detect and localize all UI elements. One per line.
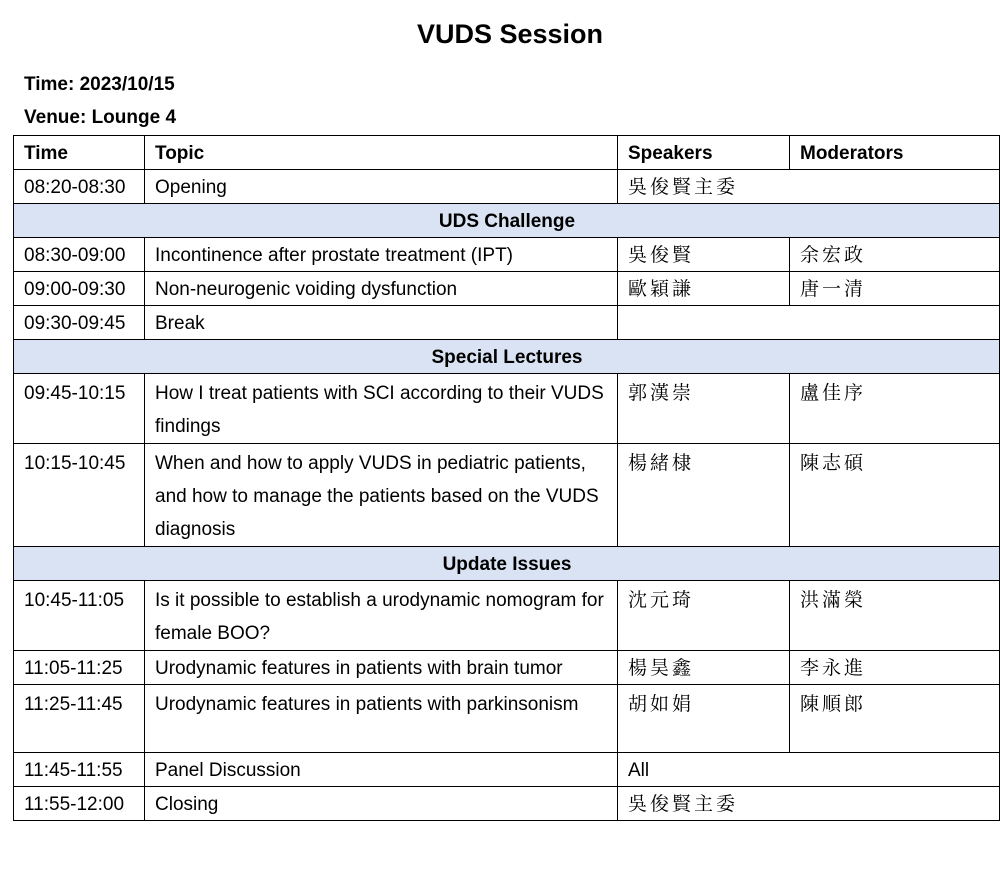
section-row-uds-challenge [14,204,1000,238]
row-moderator: 盧佳序 [790,374,1000,444]
row-topic: Closing [145,787,618,821]
session-date: Time: 2023/10/15 [24,74,175,95]
row-speaker-empty [618,306,1000,340]
row-topic: Urodynamic features in patients with parkinsonism [145,685,618,753]
row-topic: Is it possible to establish a urodynamic nomogram for female BOO? [145,581,618,651]
row-speaker: 郭漢崇 [618,374,790,444]
row-topic: When and how to apply VUDS in pediatric patients, and how to manage the patients based on the VUDS diagnosis [145,444,618,547]
table-row-opening [14,170,1000,204]
row-time: 11:55-12:00 [14,787,145,821]
table-row-panel [14,753,1000,787]
row-speaker: 楊昊鑫 [618,651,790,685]
table-row-closing [14,787,1000,821]
row-time: 11:25-11:45 [14,685,145,753]
row-moderator: 李永進 [790,651,1000,685]
row-time: 09:45-10:15 [14,374,145,444]
row-speaker: 沈元琦 [618,581,790,651]
row-topic: Non-neurogenic voiding dysfunction [145,272,618,306]
table-row [14,238,1000,272]
row-topic: How I treat patients with SCI according to their VUDS findings [145,374,618,444]
page-title: VUDS Session [416,19,604,49]
session-venue: Venue: Lounge 4 [24,107,177,128]
row-moderator: 陳志碩 [790,444,1000,547]
row-speaker: 吳俊賢 [618,238,790,272]
section-title: Special Lectures [14,340,1000,374]
row-time: 09:00-09:30 [14,272,145,306]
section-row-special-lectures [14,340,1000,374]
row-time: 10:15-10:45 [14,444,145,547]
table-header-row [14,136,1000,170]
table-row [14,374,1000,444]
header-speakers: Speakers [618,136,790,170]
row-speaker: 楊緒棣 [618,444,790,547]
row-topic: Panel Discussion [145,753,618,787]
row-speaker: 吳俊賢主委 [618,170,1000,204]
table-row [14,651,1000,685]
row-speaker: 歐穎謙 [618,272,790,306]
row-speaker: All [618,753,1000,787]
row-speaker: 吳俊賢主委 [618,787,1000,821]
table-row [14,685,1000,753]
row-time: 08:30-09:00 [14,238,145,272]
section-title: UDS Challenge [14,204,1000,238]
header-topic: Topic [145,136,618,170]
row-time: 09:30-09:45 [14,306,145,340]
row-time: 11:05-11:25 [14,651,145,685]
header-time: Time [14,136,145,170]
table-row [14,272,1000,306]
section-row-update-issues [14,547,1000,581]
header-moderators: Moderators [790,136,1000,170]
table-row [14,581,1000,651]
row-moderator: 洪滿榮 [790,581,1000,651]
row-moderator: 唐一清 [790,272,1000,306]
schedule-table [13,135,1000,821]
row-speaker: 胡如娟 [618,685,790,753]
row-topic: Break [145,306,618,340]
row-moderator: 余宏政 [790,238,1000,272]
table-row [14,444,1000,547]
row-time: 10:45-11:05 [14,581,145,651]
row-topic: Urodynamic features in patients with brain tumor [145,651,618,685]
table-row-break [14,306,1000,340]
row-moderator: 陳順郎 [790,685,1000,753]
row-time: 08:20-08:30 [14,170,145,204]
row-time: 11:45-11:55 [14,753,145,787]
row-topic: Incontinence after prostate treatment (IPT) [145,238,618,272]
row-topic: Opening [145,170,618,204]
section-title: Update Issues [14,547,1000,581]
